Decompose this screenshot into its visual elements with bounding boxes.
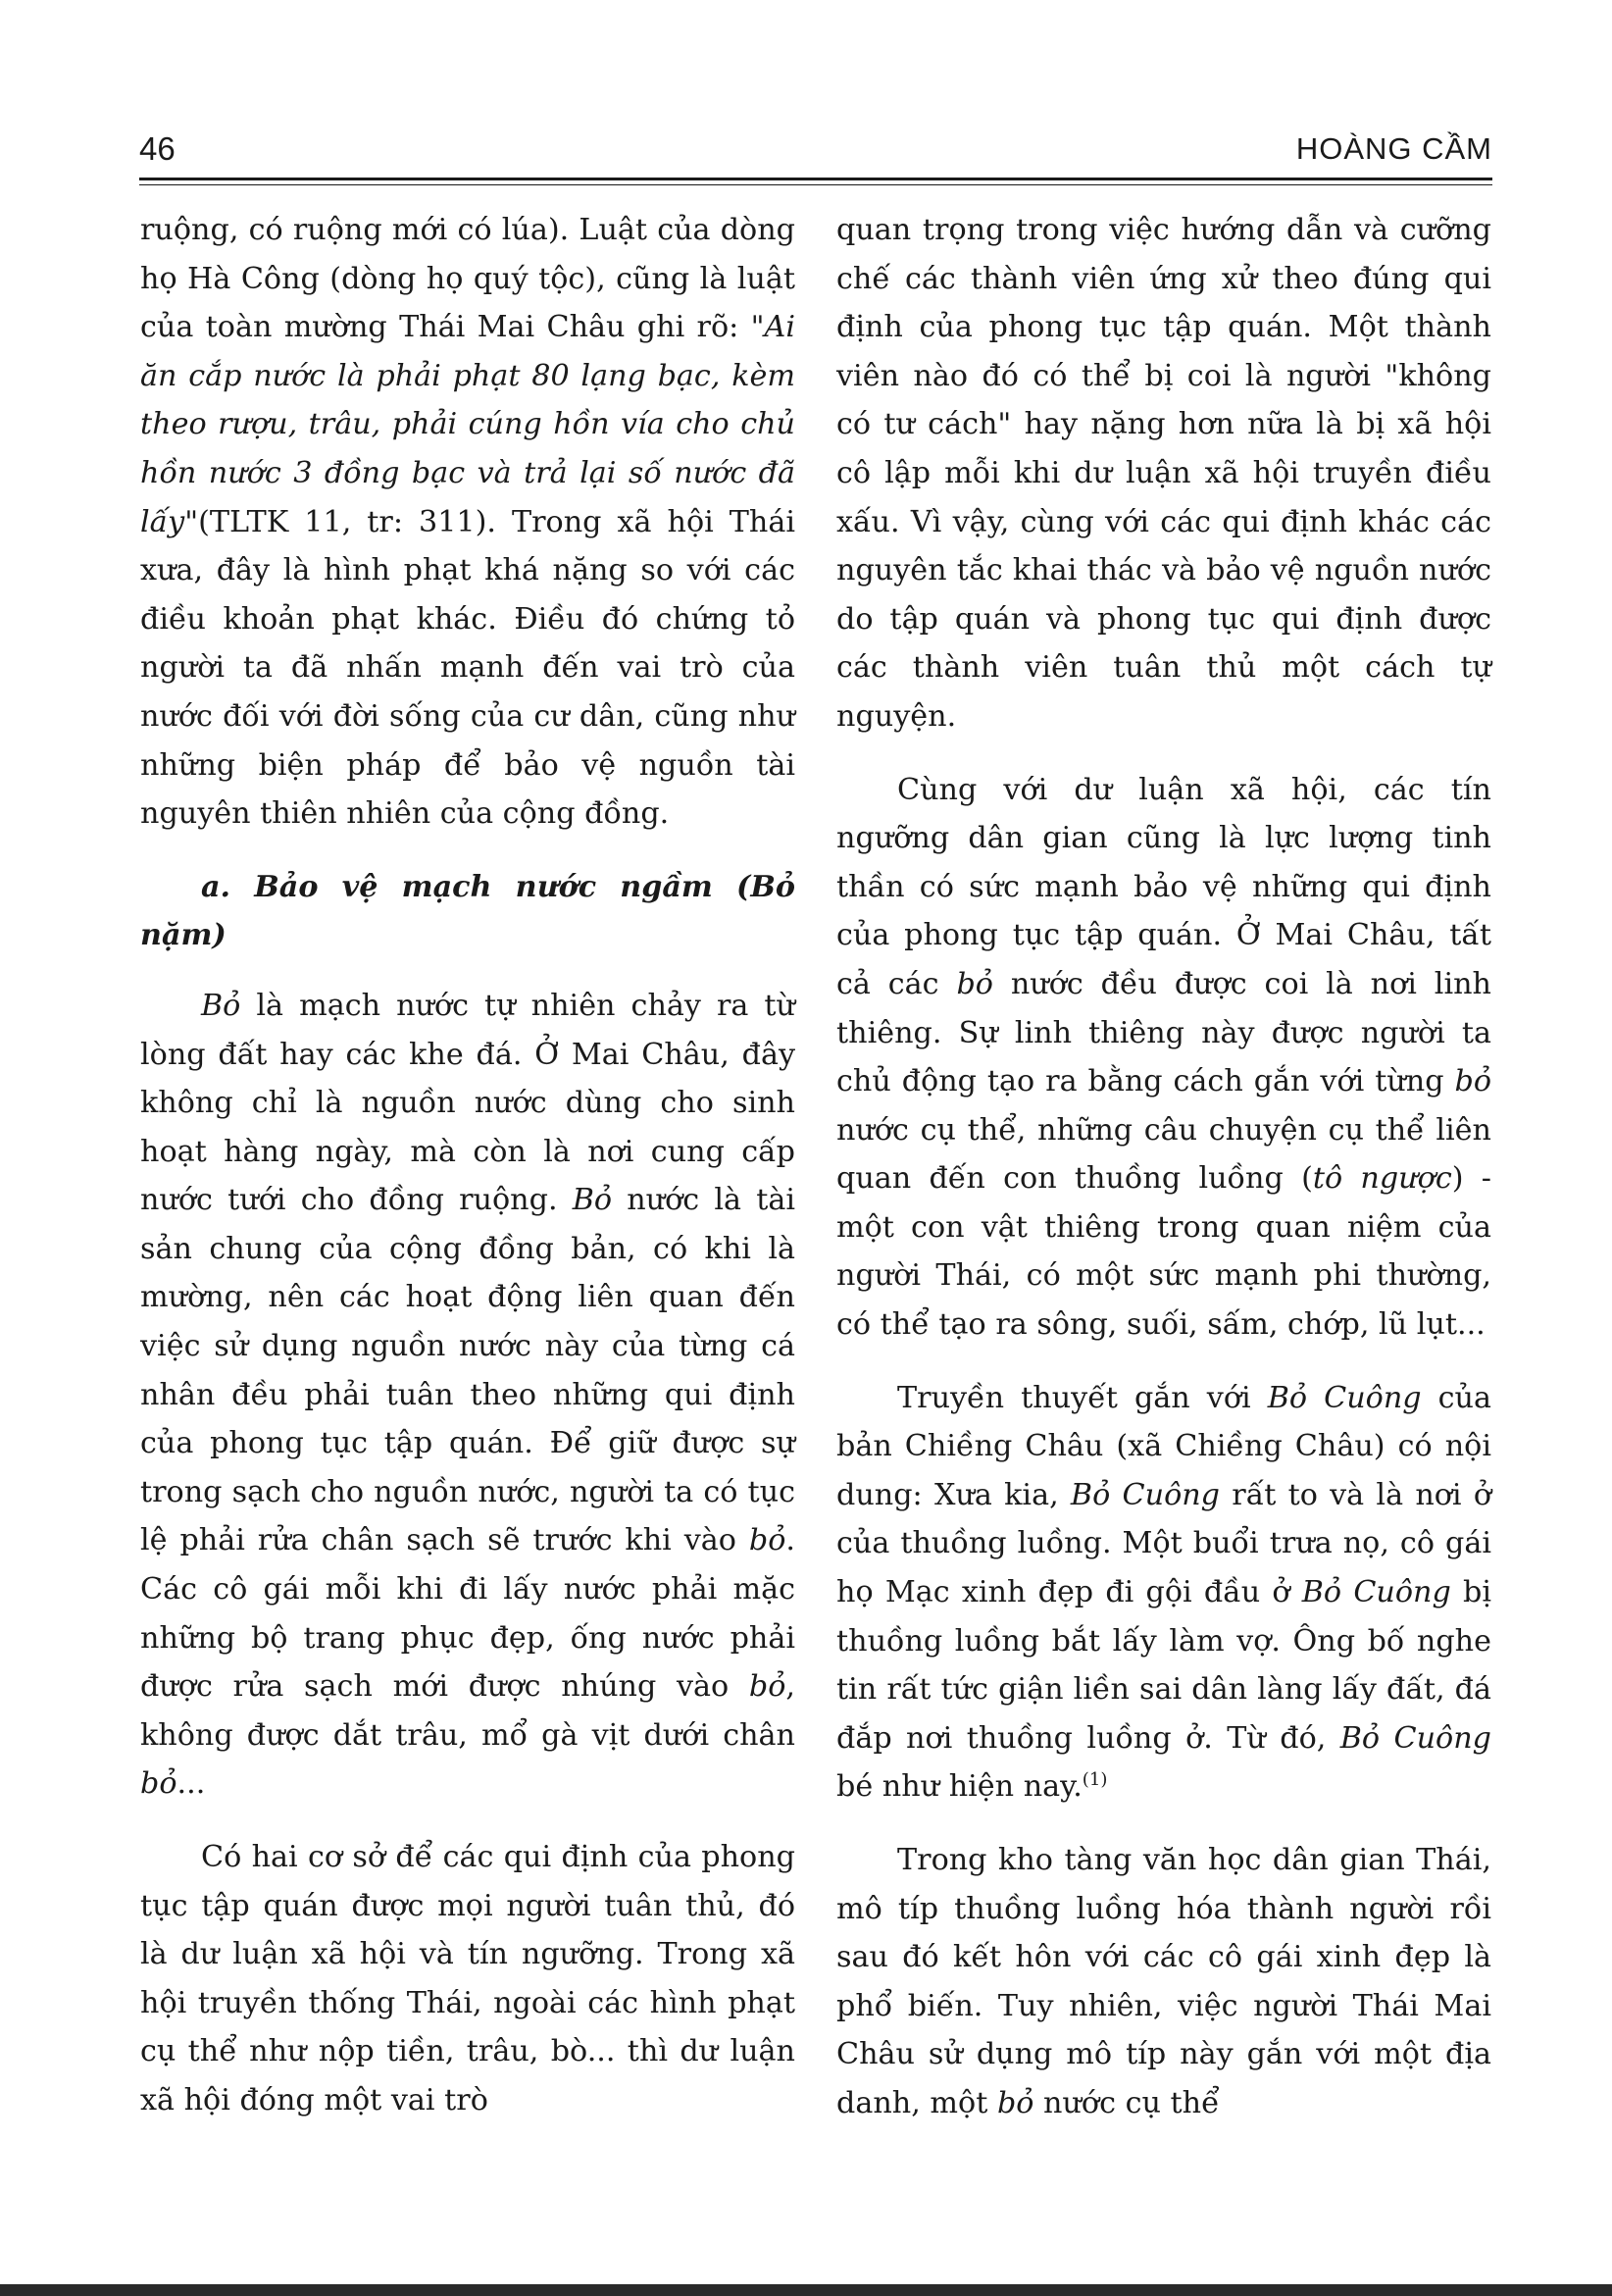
term-bo: bỏ <box>748 1523 786 1558</box>
paragraph-legend-bo-cuong <box>836 1374 1491 1811</box>
paragraph-text: bé như hiện nay. <box>836 1769 1083 1805</box>
place-name-bo-cuong: Bỏ Cuông <box>1339 1720 1491 1756</box>
paragraph-penalty-law <box>140 206 795 839</box>
paragraph-text: nước cụ thể, những câu chuyện cụ thể liên quan đến con thuồng luồng ( <box>836 1112 1491 1197</box>
term-bo: Bỏ <box>572 1183 613 1218</box>
paragraph-text: nước cụ thể <box>1033 2085 1220 2120</box>
page-header <box>139 129 1492 177</box>
header-rule-thin <box>139 184 1492 185</box>
paragraph-text: ) - một con vật thiêng trong quan niệm của người Thái, có một sức mạnh phi thường, có thể tạo ra sông, suối, sấm, chớp, lũ lụt... <box>836 1161 1491 1343</box>
scan-edge-bar <box>0 2284 1612 2296</box>
term-to-nguoc: tô ngược <box>1312 1161 1452 1197</box>
paragraph-text: bị thuồng luồng bắt lấy làm vợ. Ông bố nghe tin rất tức giận liền sai dân làng lấy đất, đá đắp nơi thuồng luồng ở. Từ đó, <box>836 1575 1491 1756</box>
footnote-marker: (1) <box>1082 1769 1108 1791</box>
paragraph-text: rất to và là nơi ở của thuồng luồng. Một buổi trưa nọ, cô gái họ Mạc xinh đẹp đi gội đầu ở <box>836 1477 1492 1610</box>
term-bo: bỏ <box>996 2085 1034 2120</box>
paragraph-text: "(TLTK 11, tr: 311). Trong xã hội Thái xưa, đây là hình phạt khá nặng so với các điều khoản phạt khác. Điều đó chứng tỏ người ta đã nhấn mạnh đến vai trò của nước đối với đời sống của cư dân, cũng như những biện pháp để bảo vệ nguồn tài nguyên thiên nhiên của cộng đồng. <box>140 504 795 832</box>
paragraph-folk-beliefs <box>836 766 1491 1350</box>
paragraph-text: Truyền thuyết gắn với <box>897 1380 1268 1415</box>
paragraph-two-bases: Có hai cơ sở để các qui định của phong tục tập quán được mọi người tuân thủ, đó là dư luận xã hội và tín ngưỡng. Trong xã hội truyền thống Thái, ngoài các hình phạt cụ thể như nộp tiền, trâu, bò... thì dư luận xã hội đóng một vai trò <box>140 1840 795 2117</box>
paragraph-text: ruộng, có ruộng mới có lúa). Luật của dòng họ Hà Công (dòng họ quý tộc), cũng là luật của toàn mường Thái Mai Châu ghi rõ: " <box>140 213 795 345</box>
paragraph-text: Trong kho tàng văn học dân gian Thái, mô típ thuồng luồng hóa thành người rồi sau đó kết hôn với các cô gái xinh đẹp là phổ biến. Tuy nhiên, việc người Thái Mai Châu sử dụng mô típ này gắn với một địa danh, một <box>836 1843 1491 2120</box>
paragraph-public-opinion: quan trọng trong việc hướng dẫn và cưỡng chế các thành viên ứng xử theo đúng qui định của phong tục tập quán. Một thành viên nào đó có thể bị coi là người "không có tư cách" hay nặng hơn nữa là bị xã hội cô lập mỗi khi dư luận xã hội truyền điều xấu. Vì vậy, cùng với các qui định khác các nguyên tắc khai thác và bảo vệ nguồn nước do tập quán và phong tục qui định được các thành viên tuân thủ một cách tự nguyện. <box>836 213 1491 734</box>
place-name-bo-cuong: Bỏ Cuông <box>1267 1380 1422 1415</box>
term-bo: bỏ <box>748 1669 786 1705</box>
place-name-bo-cuong: Bỏ Cuông <box>1070 1477 1221 1512</box>
paragraph-text: ... <box>176 1766 206 1802</box>
paragraph-text: của bản Chiềng Châu (xã Chiềng Châu) có nội dung: Xưa kia, <box>836 1380 1491 1512</box>
header-rule-thick <box>139 178 1492 180</box>
term-bo: bỏ <box>140 1766 177 1802</box>
paragraph-text: , không được dắt trâu, mổ gà vịt dưới chân <box>140 1669 795 1753</box>
page-number: 46 <box>139 130 176 167</box>
paragraph-text: Cùng với dư luận xã hội, các tín ngưỡng dân gian cũng là lực lượng tinh thần có sức mạnh bảo vệ những qui định của phong tục tập quán. Ở Mai Châu, tất cả các <box>836 772 1491 1001</box>
paragraph-text: . Các cô gái mỗi khi đi lấy nước phải mặc những bộ trang phục đẹp, ống nước phải được rửa sạch mới được nhúng vào <box>140 1523 795 1705</box>
paragraph-bo-definition <box>140 982 795 1809</box>
paragraph-text: là mạch nước tự nhiên chảy ra từ lòng đất hay các khe đá. Ở Mai Châu, đây không chỉ là nguồn nước dùng cho sinh hoạt hàng ngày, mà còn là nơi cung cấp nước tưới cho đồng ruộng. <box>140 988 795 1218</box>
paragraph-folk-literature <box>836 1836 1491 2128</box>
place-name-bo-cuong: Bỏ Cuông <box>1301 1575 1451 1610</box>
term-bo: bỏ <box>1454 1064 1491 1099</box>
term-bo: Bỏ <box>201 988 241 1023</box>
term-bo: bỏ <box>956 966 993 1001</box>
right-column <box>836 206 1491 2128</box>
paragraph-text: nước là tài sản chung của cộng đồng bản, có khi là mường, nên các hoạt động liên quan đến việc sử dụng nguồn nước này của từng cá nhân đều phải tuân theo những qui định của phong tục tập quán. Để giữ được sự trong sạch cho nguồn nước, người ta có tục lệ phải rửa chân sạch sẽ trước khi vào <box>140 1183 795 1558</box>
section-heading: a. Bảo vệ mạch nước ngầm (Bỏ nặm) <box>140 869 795 953</box>
law-quote: Ai ăn cắp nước là phải phạt 80 lạng bạc, kèm theo rượu, trâu, phải cúng hồn vía cho chủ hồn nước 3 đồng bạc và trả lại số nước đã lấy <box>140 310 795 539</box>
paragraph-text: nước đều được coi là nơi linh thiêng. Sự linh thiêng này được người ta chủ động tạo ra bằng cách gắn với từng <box>836 966 1491 1099</box>
left-column <box>140 206 795 2125</box>
running-head-author: HOÀNG CẦM <box>1295 131 1492 166</box>
